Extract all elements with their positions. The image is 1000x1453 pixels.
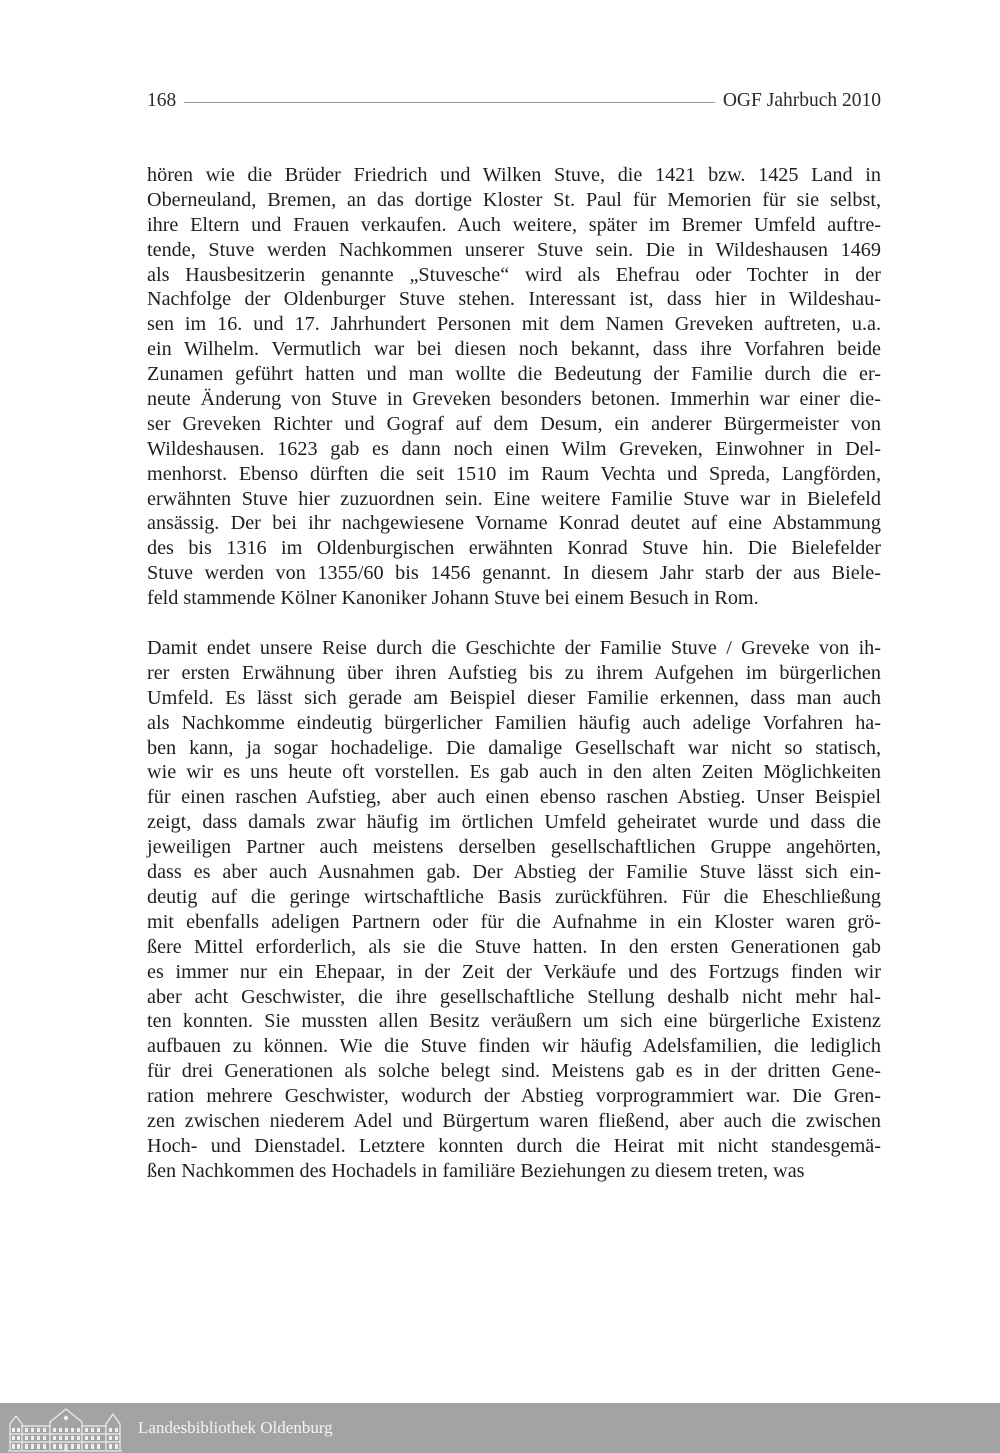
text-line: ßere Mittel erforderlich, als sie die Stuve hatten. In den ersten Generationen gab xyxy=(147,935,881,958)
text-line: aufbauen zu können. Wie die Stuve finden wir häufig Adelsfamilien, die lediglich xyxy=(147,1035,881,1058)
journal-title: OGF Jahrbuch 2010 xyxy=(722,90,881,111)
text-line: feld stammende Kölner Kanoniker Johann Stuve bei einem Besuch in Rom. xyxy=(147,587,759,610)
text-line: dass es aber auch Ausnahmen gab. Der Abstieg der Familie Stuve lässt sich ein- xyxy=(147,861,881,884)
text-line: als Hausbesitzerin genannte „Stuvesche“ wird als Ehefrau oder Tochter in der xyxy=(147,263,881,286)
text-line: jeweiligen Partner auch meistens derselben gesellschaftlichen Gruppe angehörten, xyxy=(147,836,881,859)
library-name: Landesbibliothek Oldenburg xyxy=(138,1418,333,1437)
text-line: erwähnten Stuve hier zuzuordnen sein. Eine weitere Familie Stuve war in Bielefeld xyxy=(147,487,881,510)
library-footer-bar xyxy=(0,1403,1000,1453)
body-text xyxy=(147,163,881,1184)
text-line: aber acht Geschwister, die ihre gesellschaftliche Stellung deshalb nicht mehr hal- xyxy=(147,985,881,1008)
text-line: ein Wilhelm. Vermutlich war bei diesen noch bekannt, dass ihre Vorfahren beide xyxy=(147,338,881,361)
text-line: ihre Eltern und Frauen verkaufen. Auch weitere, später im Bremer Umfeld auftre- xyxy=(147,213,881,236)
text-line: für drei Generationen als solche belegt sind. Meistens gab es in der dritten Gene- xyxy=(147,1060,881,1083)
text-line: sen im 16. und 17. Jahrhundert Personen mit dem Namen Greveken auftreten, u.a. xyxy=(147,313,881,336)
text-line: Damit endet unsere Reise durch die Geschichte der Familie Stuve / Greveke von ih- xyxy=(147,637,881,660)
text-line: ten konnten. Sie mussten allen Besitz veräußern um sich eine bürgerliche Existenz xyxy=(147,1010,881,1033)
text-line: rer ersten Erwähnung über ihren Aufstieg bis zu ihrem Aufgehen im bürgerlichen xyxy=(147,661,881,684)
text-line: ßen Nachkommen des Hochadels in familiäre Beziehungen zu diesem treten, was xyxy=(147,1159,805,1182)
text-line: ansässig. Der bei ihr nachgewiesene Vorname Konrad deutet auf eine Abstammung xyxy=(147,512,881,535)
text-line: deutig auf die geringe wirtschaftliche Basis zurückführen. Für die Eheschließung xyxy=(147,885,881,908)
paragraph-gap xyxy=(147,611,881,636)
text-line: neute Änderung von Stuve in Greveken besonders betonen. Immerhin war einer die- xyxy=(147,388,881,411)
text-line: Wildeshausen. 1623 gab es dann noch einen Wilm Greveken, Einwohner in Del- xyxy=(147,437,881,460)
text-line: ser Greveken Richter und Gograf auf dem Desum, ein anderer Bürgermeister von xyxy=(147,412,881,435)
text-line: zen zwischen niederem Adel und Bürgertum waren fließend, aber auch die zwischen xyxy=(147,1109,881,1132)
text-line: Oberneuland, Bremen, an das dortige Kloster St. Paul für Memorien für sie selbst, xyxy=(147,188,881,211)
text-line: zeigt, dass damals zwar häufig im örtlichen Umfeld geheiratet wurde und dass die xyxy=(147,811,881,834)
text-line: Hoch- und Dienstadel. Letztere konnten durch die Heirat mit nicht standesgemä- xyxy=(147,1134,881,1157)
page-number: 168 xyxy=(147,90,177,111)
text-line: Umfeld. Es lässt sich gerade am Beispiel dieser Familie erkennen, dass man auch xyxy=(147,686,881,709)
text-line: ration mehrere Geschwister, wodurch der Abstieg vorprogrammiert war. Die Gren- xyxy=(147,1085,881,1108)
text-line: Nachfolge der Oldenburger Stuve stehen. Interessant ist, dass hier in Wildeshau- xyxy=(147,288,881,311)
header-rule xyxy=(184,102,715,103)
text-line: mit ebenfalls adeligen Partnern oder für die Aufnahme in ein Kloster waren grö- xyxy=(147,910,881,933)
text-line: ben kann, ja sogar hochadelige. Die damalige Gesellschaft war nicht so statisch, xyxy=(147,736,881,759)
paragraph xyxy=(147,636,881,1184)
text-line: menhorst. Ebenso dürften die seit 1510 im Raum Vechta und Spreda, Langförden, xyxy=(147,462,881,485)
text-line: hören wie die Brüder Friedrich und Wilken Stuve, die 1421 bzw. 1425 Land in xyxy=(147,164,881,186)
library-building-icon xyxy=(6,1406,124,1452)
text-line: Stuve werden von 1355/60 bis 1456 genannt. In diesem Jahr starb der aus Biele- xyxy=(147,562,881,585)
running-header xyxy=(147,90,881,118)
text-line: als Nachkomme eindeutig bürgerlicher Familien häufig auch adelige Vorfahren ha- xyxy=(147,711,881,734)
text-line: Zunamen geführt hatten und man wollte die Bedeutung der Familie durch die er- xyxy=(147,363,881,386)
text-line: wie wir es uns heute oft vorstellen. Es gab auch in den alten Zeiten Möglichkeiten xyxy=(147,761,881,784)
text-line: des bis 1316 im Oldenburgischen erwähnten Konrad Stuve hin. Die Bielefelder xyxy=(147,537,881,560)
text-line: für einen raschen Aufstieg, aber auch einen ebenso raschen Abstieg. Unser Beispiel xyxy=(147,786,881,809)
text-line: tende, Stuve werden Nachkommen unserer Stuve sein. Die in Wildeshausen 1469 xyxy=(147,238,881,261)
paragraph xyxy=(147,163,881,611)
text-line: es immer nur ein Ehepaar, in der Zeit der Verkäufe und des Fortzugs finden wir xyxy=(147,960,881,983)
